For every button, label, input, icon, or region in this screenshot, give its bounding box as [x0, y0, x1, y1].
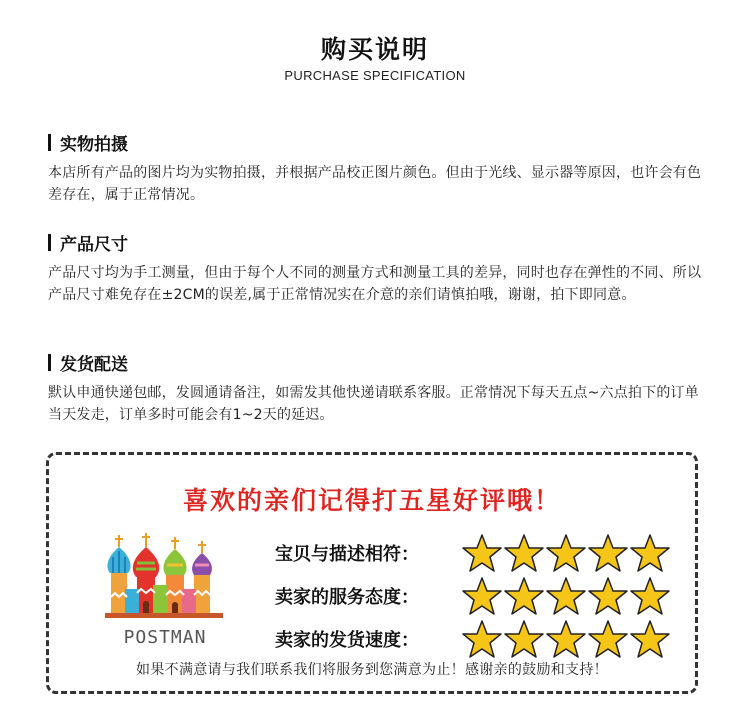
- rating-row-label: 宝贝与描述相符：: [275, 543, 419, 565]
- star-icon[interactable]: [545, 533, 587, 573]
- star-rating[interactable]: [461, 533, 671, 573]
- rating-row-service: [275, 574, 671, 617]
- section-size: [48, 230, 708, 306]
- section-photography: [48, 130, 708, 206]
- logo-text: POSTMAN: [123, 627, 207, 648]
- rating-row-label: 卖家的服务态度：: [275, 586, 419, 608]
- page-title: 购买说明: [320, 35, 429, 64]
- heading-bar: [48, 354, 51, 371]
- star-icon[interactable]: [629, 619, 671, 659]
- rating-row-shipping: [275, 617, 671, 660]
- star-icon[interactable]: [503, 619, 545, 659]
- star-icon[interactable]: [629, 576, 671, 616]
- star-rating[interactable]: [461, 619, 671, 659]
- section-heading: [48, 130, 708, 154]
- section-shipping: [48, 350, 708, 426]
- page-subtitle: PURCHASE SPECIFICATION: [284, 68, 466, 83]
- star-icon[interactable]: [629, 533, 671, 573]
- postman-logo: [99, 533, 229, 658]
- star-icon[interactable]: [587, 533, 629, 573]
- star-icon[interactable]: [503, 576, 545, 616]
- rating-row-label: 卖家的发货速度：: [275, 629, 419, 651]
- rating-footer-note: 如果不满意请与我们联系我们将服务到您满意为止！感谢亲的鼓励和支持！: [136, 662, 608, 678]
- star-icon[interactable]: [461, 576, 503, 616]
- section-body: 产品尺寸均为手工测量，但由于每个人不同的测量方式和测量工具的差异，同时也存在弹性的不同、所以产品尺寸难免存在±2CM的误差,属于正常情况实在介意的亲们请慎拍哦，谢谢，拍下即同意。: [48, 265, 702, 303]
- heading-bar: [48, 234, 51, 251]
- section-body: 本店所有产品的图片均为实物拍摄，并根据产品校正图片颜色。但由于光线、显示器等原因，也许会有色差存在，属于正常情况。: [48, 165, 702, 203]
- star-icon[interactable]: [587, 619, 629, 659]
- section-body: 默认申通快递包邮，发圆通请备注，如需发其他快递请联系客服。正常情况下每天五点~六点拍下的订单当天发走，订单多时可能会有1~2天的延迟。: [48, 385, 699, 423]
- section-heading-text: 实物拍摄: [60, 134, 128, 155]
- star-icon[interactable]: [503, 533, 545, 573]
- rating-box: [46, 452, 698, 694]
- rating-call-to-action: 喜欢的亲们记得打五星好评哦！: [182, 486, 561, 515]
- rating-row-description: [275, 531, 671, 574]
- star-icon[interactable]: [545, 619, 587, 659]
- section-heading: [48, 230, 708, 254]
- section-heading-text: 产品尺寸: [60, 234, 128, 255]
- castle-icon: [99, 533, 229, 628]
- heading-bar: [48, 134, 51, 151]
- section-heading-text: 发货配送: [60, 354, 128, 375]
- section-heading: [48, 350, 708, 374]
- star-icon[interactable]: [461, 619, 503, 659]
- star-rating[interactable]: [461, 576, 671, 616]
- star-icon[interactable]: [461, 533, 503, 573]
- star-icon[interactable]: [545, 576, 587, 616]
- star-icon[interactable]: [587, 576, 629, 616]
- rating-rows: [275, 531, 671, 660]
